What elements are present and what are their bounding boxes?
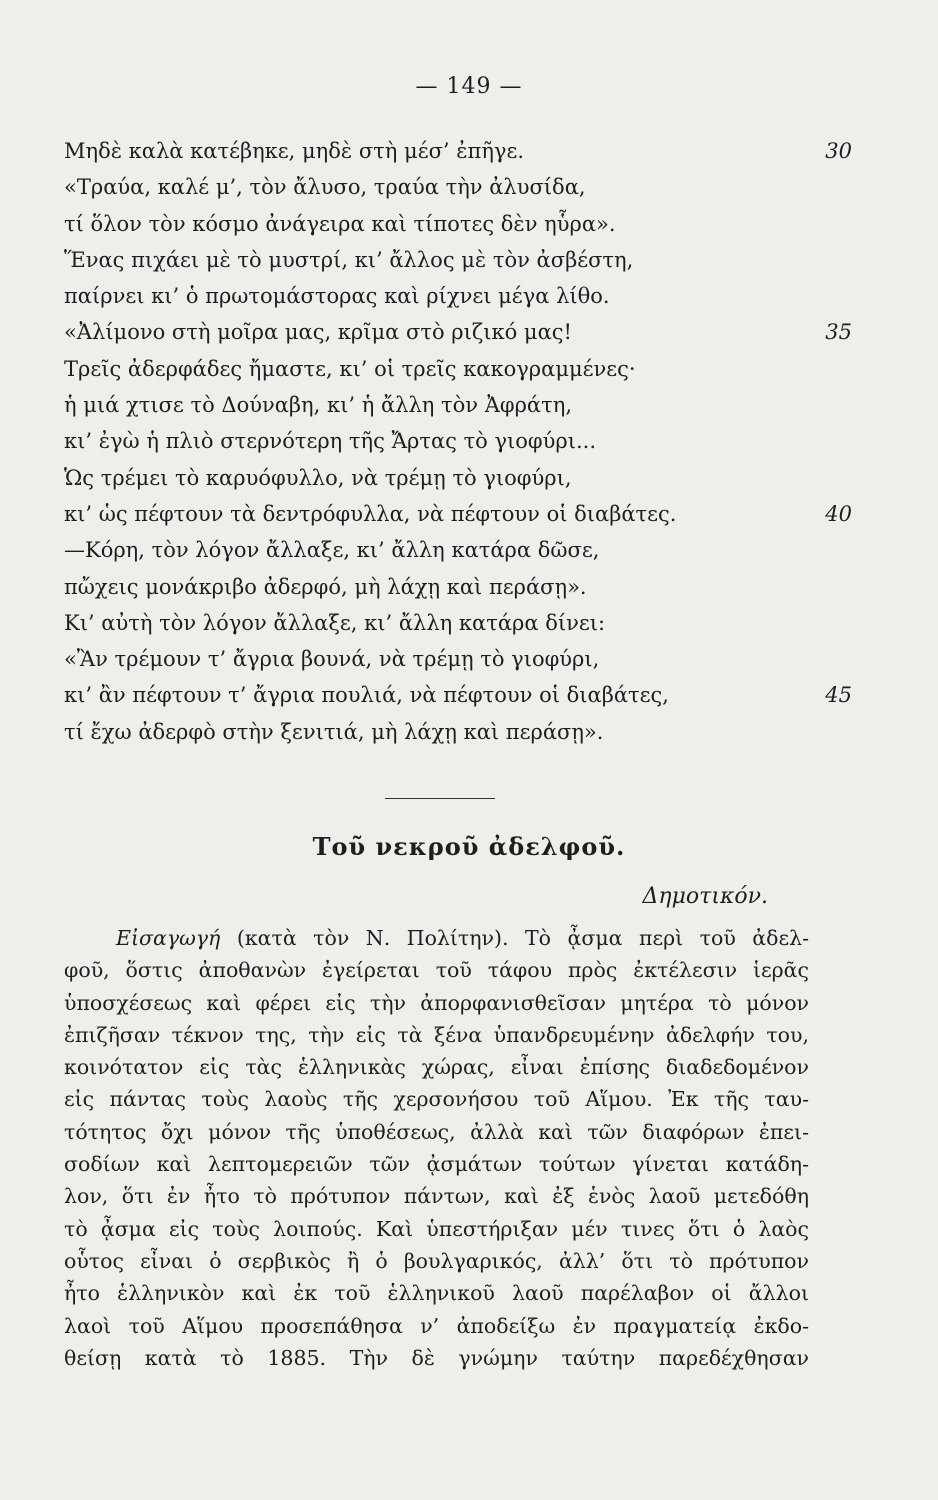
page-number: — 149 —: [415, 74, 523, 99]
intro-line: τὸ ᾆσμα εἰς τοὺς λοιπούς. Καὶ ὑπεστήριξαν μέν τινες ὅτι ὁ λαὸς: [64, 1216, 809, 1241]
verse-line: [64, 278, 834, 314]
line-number: 30: [825, 139, 852, 163]
verse-text: Μηδὲ καλὰ κατέβηκε, μηδὲ στὴ μέσ’ ἐπῆγε.: [64, 139, 525, 163]
verse-line: [64, 569, 834, 605]
verse-line: [64, 605, 834, 641]
verse-text: παίρνει κι’ ὁ πρωτομάστορας καὶ ρίχνει μέγα λίθο.: [64, 284, 610, 309]
intro-line: ἦτο ἑλληνικὸν καὶ ἐκ τοῦ ἑλληνικοῦ λαοῦ παρέλαβον οἱ ἄλλοι: [64, 1281, 809, 1306]
intro-line: εἰς πάντας τοὺς λαοὺς τῆς χερσονήσου τοῦ Αἵμου. Ἐκ τῆς ταυ-: [64, 1087, 809, 1112]
verse-text: Ἕνας πιχάει μὲ τὸ μυστρί, κι’ ἄλλος μὲ τὸν ἀσβέστη,: [64, 247, 634, 272]
verse-line: [64, 133, 852, 169]
intro-line: φοῦ, ὅστις ἀποθανὼν ἐγείρεται τοῦ τάφου πρὸς ἐκτέλεσιν ἱερᾶς: [64, 958, 809, 983]
verse-line: [64, 169, 834, 205]
verse-text: κι’ ἐγὼ ἡ πλιὸ στερνότερη τῆς Ἄρτας τὸ γιοφύρι...: [64, 429, 597, 454]
verse-line: [64, 641, 834, 677]
verse-text: «Τραύα, καλέ μ’, τὸν ἄλυσο, τραύα τὴν ἀλυσίδα,: [64, 175, 586, 200]
intro-line: τότητος ὄχι μόνον τῆς ὑποθέσεως, ἀλλὰ καὶ τῶν διαφόρων ἐπει-: [64, 1119, 809, 1144]
verse-line: [64, 387, 834, 423]
verse-line: [64, 351, 834, 387]
intro-line: [64, 922, 809, 954]
introduction-paragraph: [64, 922, 809, 1374]
verse-text: τί ἔχω ἀδερφὸ στὴν ξενιτιά, μὴ λάχῃ καὶ περάσῃ».: [64, 719, 604, 744]
verse-line: [64, 423, 834, 459]
verse-text: κι’ ὡς πέφτουν τὰ δεντρόφυλλα, νὰ πέφτουν οἱ διαβάτες.: [64, 501, 677, 526]
intro-line: οὗτος εἶναι ὁ σερβικὸς ἢ ὁ βουλγαρικός, ἀλλ’ ὅτι τὸ πρότυπον: [64, 1248, 809, 1273]
line-number: 40: [825, 501, 852, 526]
verse-line: [64, 206, 834, 242]
line-number: 35: [825, 320, 852, 345]
verse-text: «Ἂν τρέμουν τ’ ἄγρια βουνά, νὰ τρέμῃ τὸ γιοφύρι,: [64, 647, 600, 672]
verse-line: [64, 460, 834, 496]
intro-line: ὑποσχέσεως καὶ φέρει εἰς τὴν ἀπορφανισθεῖσαν μητέρα τὸ μόνον: [64, 990, 809, 1015]
poem-verses: [64, 133, 852, 750]
verse-text: «Ἀλίμονο στὴ μοῖρα μας, κρῖμα στὸ ριζικό μας!: [64, 320, 572, 345]
intro-line: κοινότατον εἰς τὰς ἑλληνικὰς χώρας, εἶναι ἐπίσης διαδεδομένον: [64, 1055, 809, 1080]
verse-line: [64, 677, 852, 713]
verse-line: [64, 714, 834, 750]
verse-text: κι’ ἂν πέφτουν τ’ ἄγρια πουλιά, νὰ πέφτουν οἱ διαβάτες,: [64, 683, 669, 708]
verse-text: Τρεῖς ἀδερφάδες ἤμαστε, κι’ οἱ τρεῖς κακογραμμένες·: [64, 356, 636, 381]
intro-lead-word: Εἰσαγωγή: [116, 926, 221, 950]
genre-label: Δημοτικόν.: [642, 884, 768, 909]
line-number: 45: [825, 683, 852, 708]
intro-first-line-text: (κατὰ τὸν Ν. Πολίτην). Τὸ ᾆσμα περὶ τοῦ ἀδελ-: [220, 926, 809, 950]
intro-line: λαοὶ τοῦ Αἵμου προσεπάθησα ν’ ἀποδείξω ἐν πραγματείᾳ ἐκδο-: [64, 1313, 809, 1338]
intro-line: θείσῃ κατὰ τὸ 1885. Τὴν δὲ γνώμην ταύτην παρεδέχθησαν: [64, 1345, 809, 1370]
verse-line: [64, 532, 834, 568]
section-title: Τοῦ νεκροῦ ἀδελφοῦ.: [312, 832, 626, 861]
verse-text: Ὡς τρέμει τὸ καρυόφυλλο, νὰ τρέμῃ τὸ γιοφύρι,: [64, 465, 572, 490]
intro-line: λον, ὅτι ἐν ἦτο τὸ πρότυπον πάντων, καὶ ἐξ ἑνὸς λαοῦ μετεδόθη: [64, 1184, 809, 1209]
intro-line: σοδίων καὶ λεπτομερειῶν τῶν ᾀσμάτων τούτων γίνεται κατάδη-: [64, 1152, 809, 1177]
intro-line: ἐπιζῆσαν τέκνον της, τὴν εἰς τὰ ξένα ὑπανδρευμένην ἀδελφήν του,: [64, 1022, 809, 1047]
verse-text: τί ὅλον τὸν κόσμο ἀνάγειρα καὶ τίποτες δὲν ηὗρα».: [64, 211, 616, 236]
section-divider: [385, 798, 495, 799]
verse-text: —Κόρη, τὸν λόγον ἄλλαξε, κι’ ἄλλη κατάρα δῶσε,: [64, 538, 600, 563]
verse-text: Κι’ αὐτὴ τὸν λόγον ἄλλαξε, κι’ ἄλλη κατάρα δίνει:: [64, 610, 606, 635]
verse-line: [64, 242, 834, 278]
verse-line: [64, 496, 852, 532]
verse-line: [64, 314, 852, 350]
verse-text: πὤχεις μονάκριβο ἀδερφό, μὴ λάχῃ καὶ περάσῃ».: [64, 574, 587, 599]
verse-text: ἡ μιά χτισε τὸ Δούναβη, κι’ ἡ ἄλλη τὸν Ἀφράτη,: [64, 393, 572, 418]
